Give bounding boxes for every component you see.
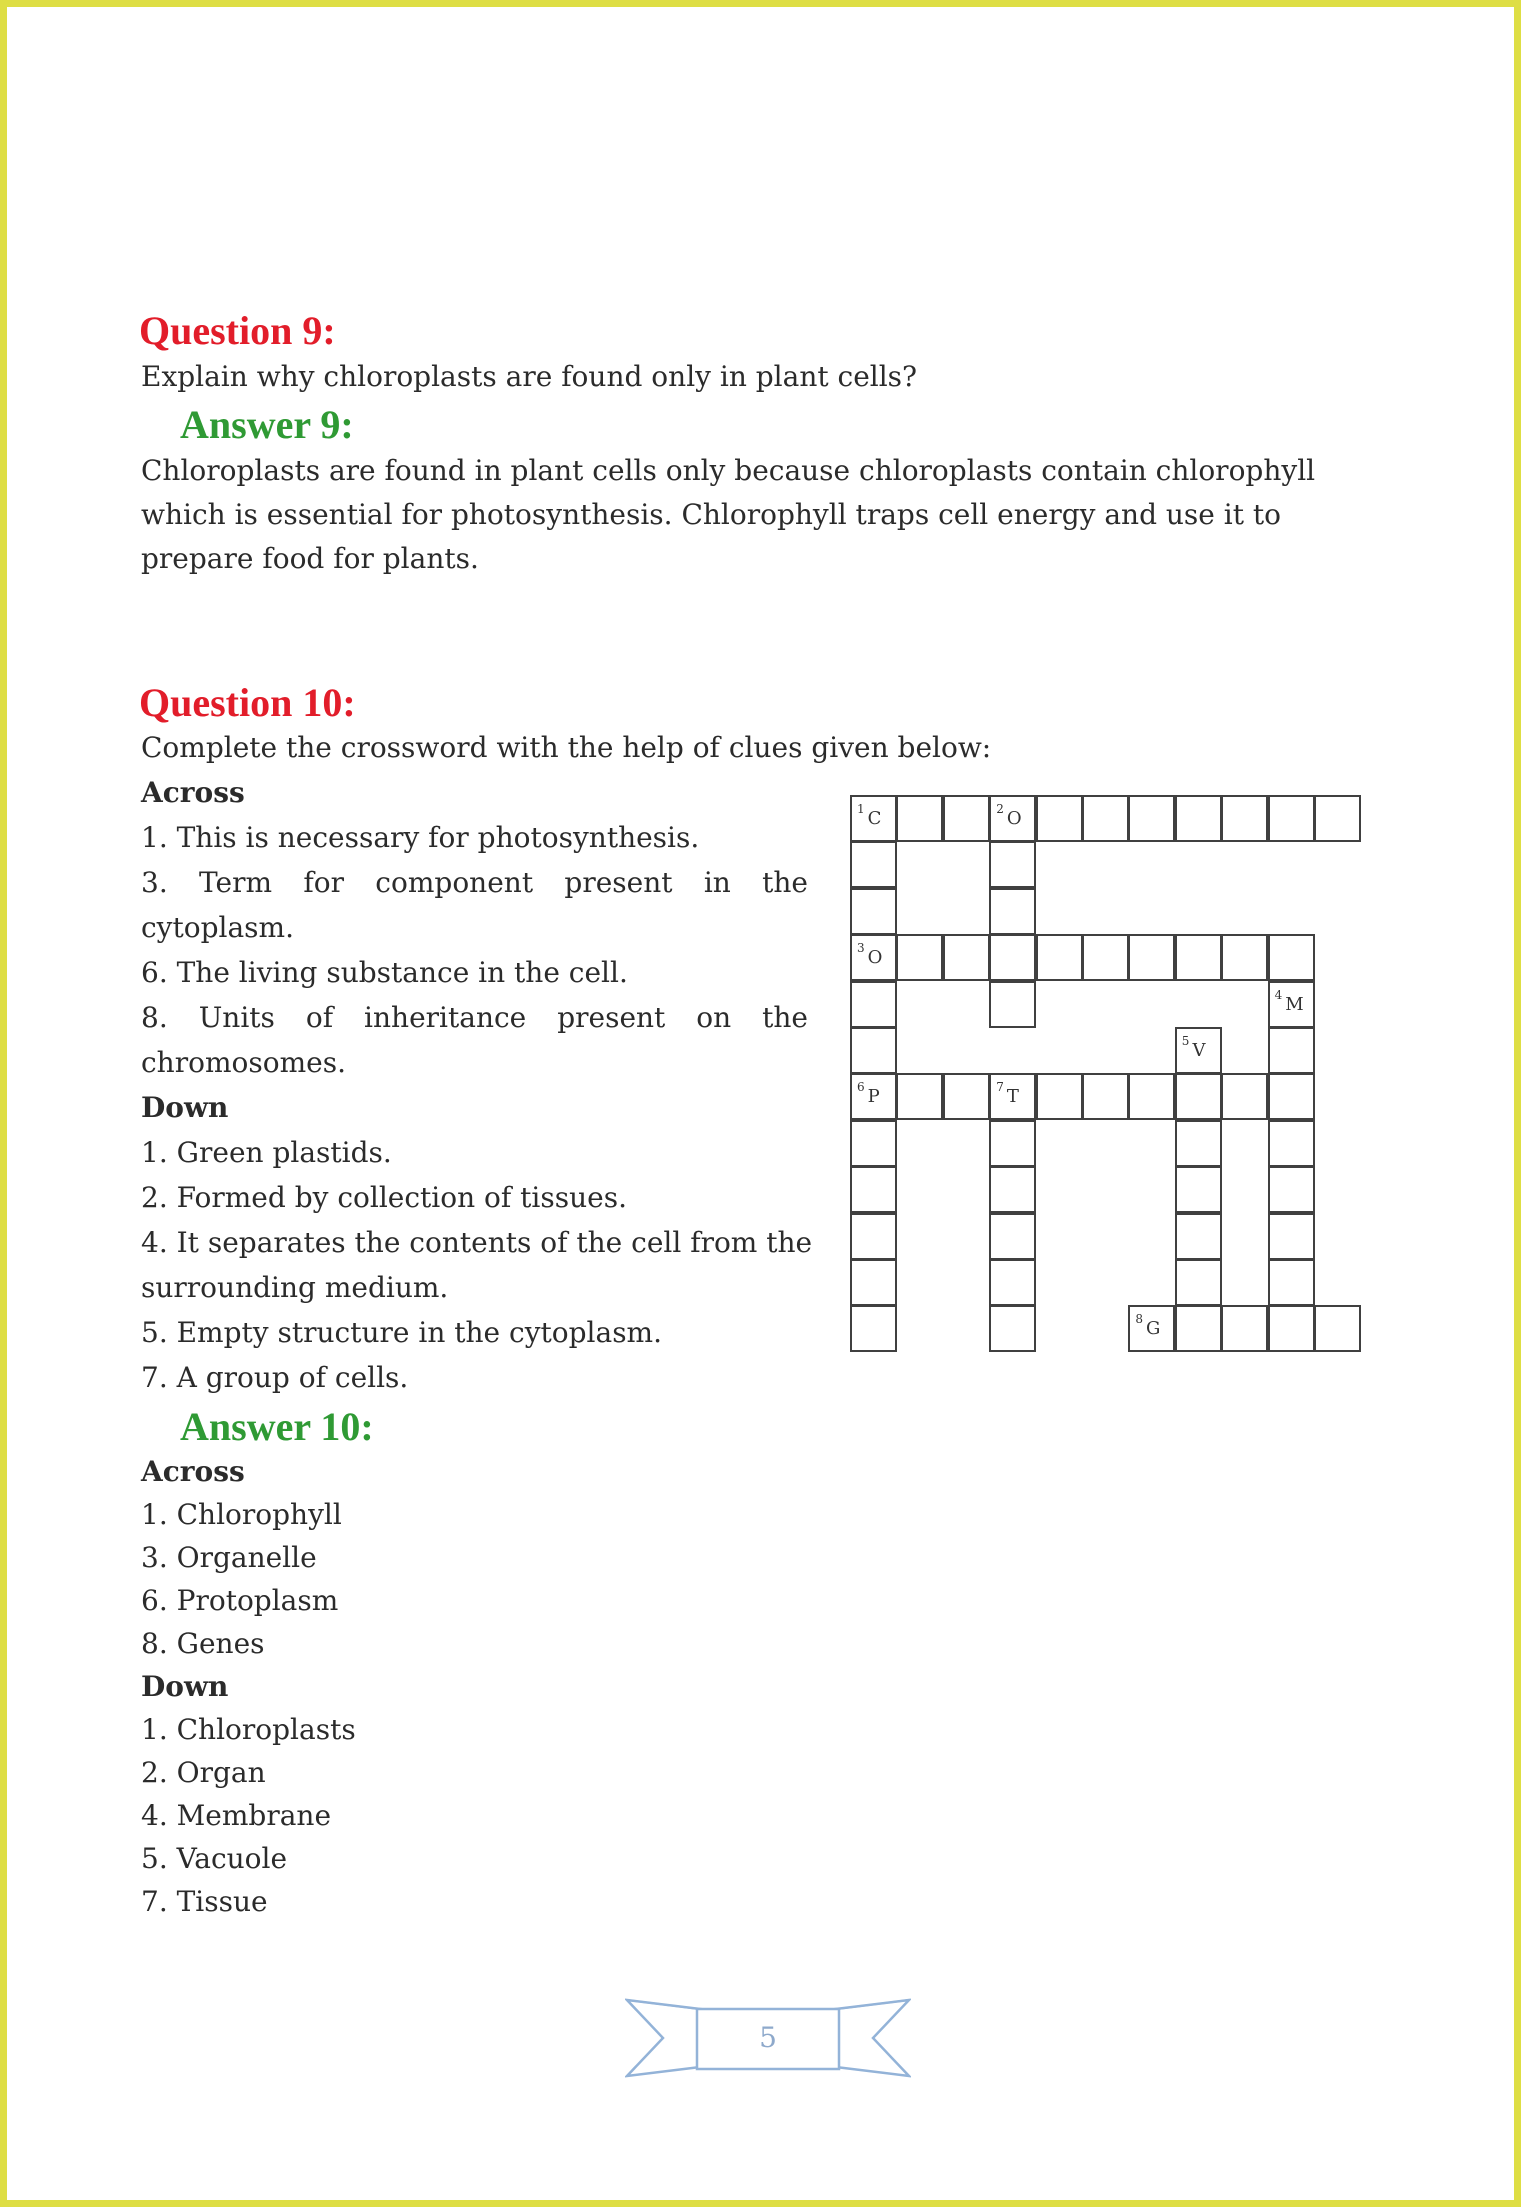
crossword-cell [989,934,1036,981]
answer-down-item: 7. Tissue [141,1885,268,1918]
crossword-cell [850,1166,897,1213]
down-label: Down [141,1091,229,1124]
crossword-cell [1036,1073,1083,1120]
crossword-cell [1314,795,1361,842]
crossword-cell [989,1259,1036,1306]
crossword-cell [943,795,990,842]
answer-across-item: 1. Chlorophyll [141,1498,342,1531]
crossword-cell [1268,1166,1315,1213]
clue-down-7: 7. A group of cells. [141,1361,409,1394]
page-number-ribbon [625,1997,911,2079]
answers-down-label: Down [141,1670,229,1703]
crossword-cell [1082,1073,1129,1120]
answer-down-item: 1. Chloroplasts [141,1713,356,1746]
clue-across-8-cont: chromosomes. [141,1046,346,1079]
crossword-clue-letter: G [1146,1318,1161,1340]
crossword-cell [1221,934,1268,981]
crossword-clue-label [857,1080,880,1108]
crossword-cell [850,1305,897,1352]
crossword-cell [1268,1213,1315,1260]
crossword-cell [1175,1120,1222,1167]
clue-across-3-cont: cytoplasm. [141,911,295,944]
answer-9-text: Chloroplasts are found in plant cells only because chloroplasts contain chlorophyll which is essential for photosynthesis. Chlorophyll traps cell energy and use it to prepare food for plants. [141,454,1316,575]
crossword-cell [850,1213,897,1260]
crossword-clue-label [1181,1034,1206,1061]
crossword-cell [943,934,990,981]
clue-across-3: 3. Term for component present in the [141,866,808,899]
crossword-cell [850,1259,897,1306]
crossword-cell [1036,795,1083,842]
crossword-cell [850,981,897,1028]
answer-down-item: 5. Vacuole [141,1842,288,1875]
crossword-clue-number: 5 [1181,1034,1190,1048]
answer-across-item: 8. Genes [141,1627,265,1660]
crossword-cell [850,1120,897,1167]
crossword-cell [943,1073,990,1120]
question-10-intro: Complete the crossword with the help of clues given below: [141,731,992,764]
crossword-clue-number: 6 [857,1080,865,1095]
crossword-cell [1268,1120,1315,1167]
crossword-cell [850,1073,897,1120]
crossword-cell [850,841,897,888]
crossword-cell [1175,1073,1222,1120]
crossword-clue-letter: P [867,1086,880,1108]
crossword-clue-label [857,802,882,829]
clue-down-2: 2. Formed by collection of tissues. [141,1181,627,1214]
crossword-cell [896,795,943,842]
clue-across-6: 6. The living substance in the cell. [141,956,628,989]
clue-down-4: 4. It separates the contents of the cell from the [141,1226,813,1259]
crossword-cell [989,1120,1036,1167]
crossword-cell [1082,934,1129,981]
crossword-clue-label [996,1080,1019,1108]
crossword-clue-number: 1 [857,802,865,816]
crossword-cell [1221,1073,1268,1120]
crossword-cell [989,888,1036,935]
crossword-clue-label [1135,1312,1161,1340]
crossword-cell [989,1166,1036,1213]
crossword-clue-letter: O [867,947,883,969]
crossword-cell [1175,1305,1222,1352]
crossword-cell [989,981,1036,1028]
answer-across-item: 3. Organelle [141,1541,317,1574]
crossword-clue-letter: C [867,808,882,829]
page-number: 5 [759,2021,777,2054]
crossword-cell [1268,1073,1315,1120]
crossword-cell [850,1027,897,1074]
crossword-cell [1268,795,1315,842]
across-label: Across [141,776,245,809]
answer-9-heading: Answer 9: [180,402,354,447]
crossword-clue-number: 8 [1135,1312,1144,1327]
crossword-cell [1268,1027,1315,1074]
crossword-cell [1175,1259,1222,1306]
crossword-cell [1268,981,1315,1028]
answers-across-label: Across [141,1455,245,1488]
crossword-cell [989,795,1036,842]
crossword-cell [1268,934,1315,981]
clue-down-1: 1. Green plastids. [141,1136,392,1169]
crossword-cell [1221,1305,1268,1352]
crossword-cell [1175,1213,1222,1260]
crossword-clue-letter: O [1006,808,1022,829]
crossword-cell [1175,1166,1222,1213]
crossword-cell [989,1213,1036,1260]
answer-across-item: 6. Protoplasm [141,1584,339,1617]
crossword-clue-label [996,802,1022,829]
crossword-clue-number: 3 [857,941,865,956]
crossword-clue-letter: M [1285,993,1304,1015]
crossword-cell [1082,795,1129,842]
clue-across-8: 8. Units of inheritance present on the [141,1001,808,1034]
crossword-cell [989,1073,1036,1120]
crossword-cell [896,934,943,981]
crossword-cell [989,1305,1036,1352]
crossword-cell [1221,795,1268,842]
crossword-cell [1128,1305,1175,1352]
crossword-cell [1268,1259,1315,1306]
question-9-text: Explain why chloroplasts are found only in plant cells? [141,360,918,393]
crossword-clue-letter: T [1006,1086,1019,1108]
crossword-clue-label [1274,987,1304,1015]
question-9-heading: Question 9: [139,308,336,353]
crossword-cell [1128,1073,1175,1120]
question-10-heading: Question 10: [139,680,356,725]
crossword-clue-letter: V [1192,1040,1206,1061]
crossword-cell [1175,1027,1222,1074]
crossword-cell [1036,934,1083,981]
clue-down-4-cont: surrounding medium. [141,1271,449,1304]
crossword-cell [1268,1305,1315,1352]
crossword-clue-number: 7 [996,1080,1004,1095]
crossword-cell [850,888,897,935]
crossword-cell [896,1073,943,1120]
crossword-cell [1128,795,1175,842]
answer-down-item: 4. Membrane [141,1799,332,1832]
crossword-cell [1314,1305,1361,1352]
crossword-cell [850,934,897,981]
crossword-cell [1128,934,1175,981]
crossword-cell [1175,795,1222,842]
answer-10-heading: Answer 10: [180,1404,374,1449]
crossword-clue-number: 4 [1274,987,1283,1002]
crossword-clue-label [857,941,883,969]
crossword-cell [1175,934,1222,981]
clue-down-5: 5. Empty structure in the cytoplasm. [141,1316,663,1349]
crossword-clue-number: 2 [996,802,1004,816]
answer-down-item: 2. Organ [141,1756,266,1789]
clue-across-1: 1. This is necessary for photosynthesis. [141,821,700,854]
crossword-cell [850,795,897,842]
crossword-cell [989,841,1036,888]
